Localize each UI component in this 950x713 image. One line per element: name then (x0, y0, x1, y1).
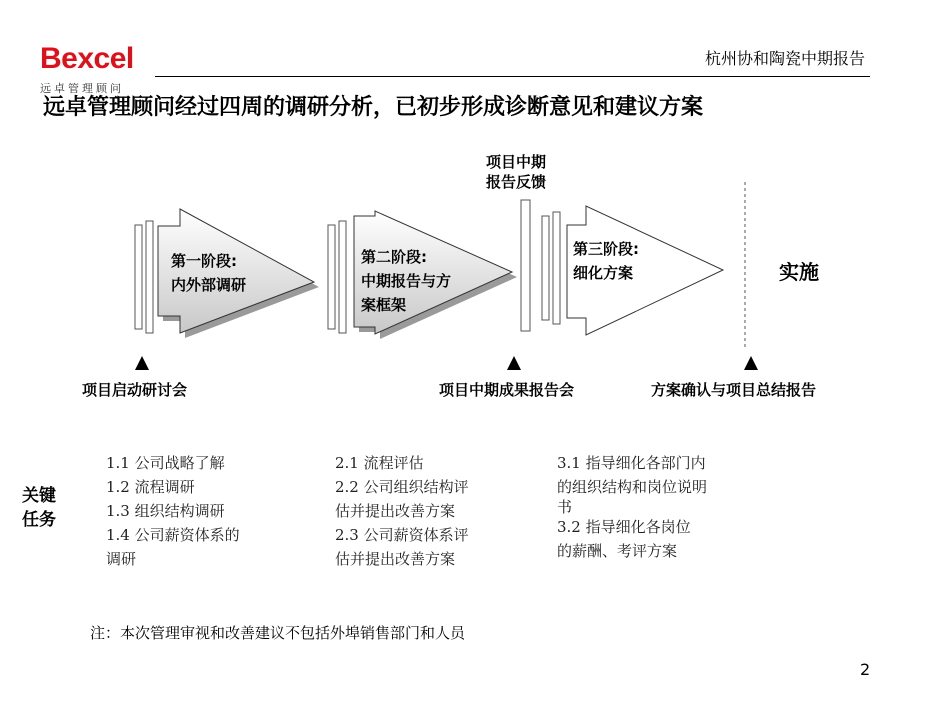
task-line: 3.1 指导细化各部门内 (557, 454, 706, 472)
task-line: 估并提出改善方案 (335, 502, 456, 520)
stage-label-line: 内外部调研 (171, 276, 247, 294)
key-tasks-label-line: 任务 (22, 510, 56, 530)
feedback-label-line: 报告反馈 (486, 173, 547, 191)
stage-3-label (573, 237, 639, 285)
task-line: 2.2 公司组织结构评 (335, 478, 469, 496)
stage-1-label (171, 249, 246, 297)
key-tasks-label-line: 关键 (22, 486, 56, 506)
stage-label-line: 案框架 (361, 296, 407, 314)
task-line: 1.2 流程调研 (106, 478, 195, 496)
page-title: 远卓管理顾问经过四周的调研分析，已初步形成诊断意见和建议方案 (43, 95, 704, 120)
stage-2-label (361, 245, 451, 317)
milestone-1-marker-icon (135, 356, 149, 370)
stage-label-line: 第二阶段: (361, 248, 427, 266)
implementation-label: 实施 (779, 260, 819, 284)
task-line: 1.4 公司薪资体系的 (106, 526, 240, 544)
report-title: 杭州协和陶瓷中期报告 (704, 49, 865, 68)
task-line: 2.1 流程评估 (335, 454, 424, 472)
milestone-3-marker-icon (744, 356, 758, 370)
stage-2-tasks (335, 451, 469, 571)
feedback-label-line: 项目中期 (486, 153, 547, 171)
task-line: 书 (557, 498, 573, 516)
task-line: 估并提出改善方案 (335, 550, 456, 568)
task-line: 3.2 指导细化各岗位 (557, 518, 691, 536)
stage-label-line: 细化方案 (573, 264, 634, 282)
milestone-3-label: 方案确认与项目总结报告 (651, 381, 817, 399)
task-line: 的薪酬、考评方案 (557, 542, 678, 560)
task-line: 调研 (106, 550, 137, 568)
stage-label-line: 中期报告与方 (361, 272, 452, 290)
milestone-2-label: 项目中期成果报告会 (439, 381, 575, 399)
task-line: 的组织结构和岗位说明 (557, 478, 708, 496)
logo-mark: B (40, 42, 62, 75)
task-line: 2.3 公司薪资体系评 (335, 526, 469, 544)
milestone-2-marker-icon (507, 356, 521, 370)
task-line: 1.3 组织结构调研 (106, 502, 225, 520)
feedback-label (486, 152, 546, 192)
stage-3-tasks (557, 451, 707, 563)
footnote: 注：本次管理审视和改善建议不包括外埠销售部门和人员 (90, 624, 466, 642)
logo-text: excel (61, 42, 134, 75)
stage-1-tasks (106, 451, 240, 571)
task-line: 1.1 公司战略了解 (106, 454, 225, 472)
key-tasks-label (22, 484, 56, 532)
stage-label-line: 第一阶段: (171, 252, 237, 270)
page-number: 2 (860, 660, 871, 679)
milestone-1-label: 项目启动研讨会 (82, 381, 188, 399)
stage-label-line: 第三阶段: (573, 240, 639, 258)
logo-subtitle: 远卓管理顾问 (40, 82, 124, 95)
